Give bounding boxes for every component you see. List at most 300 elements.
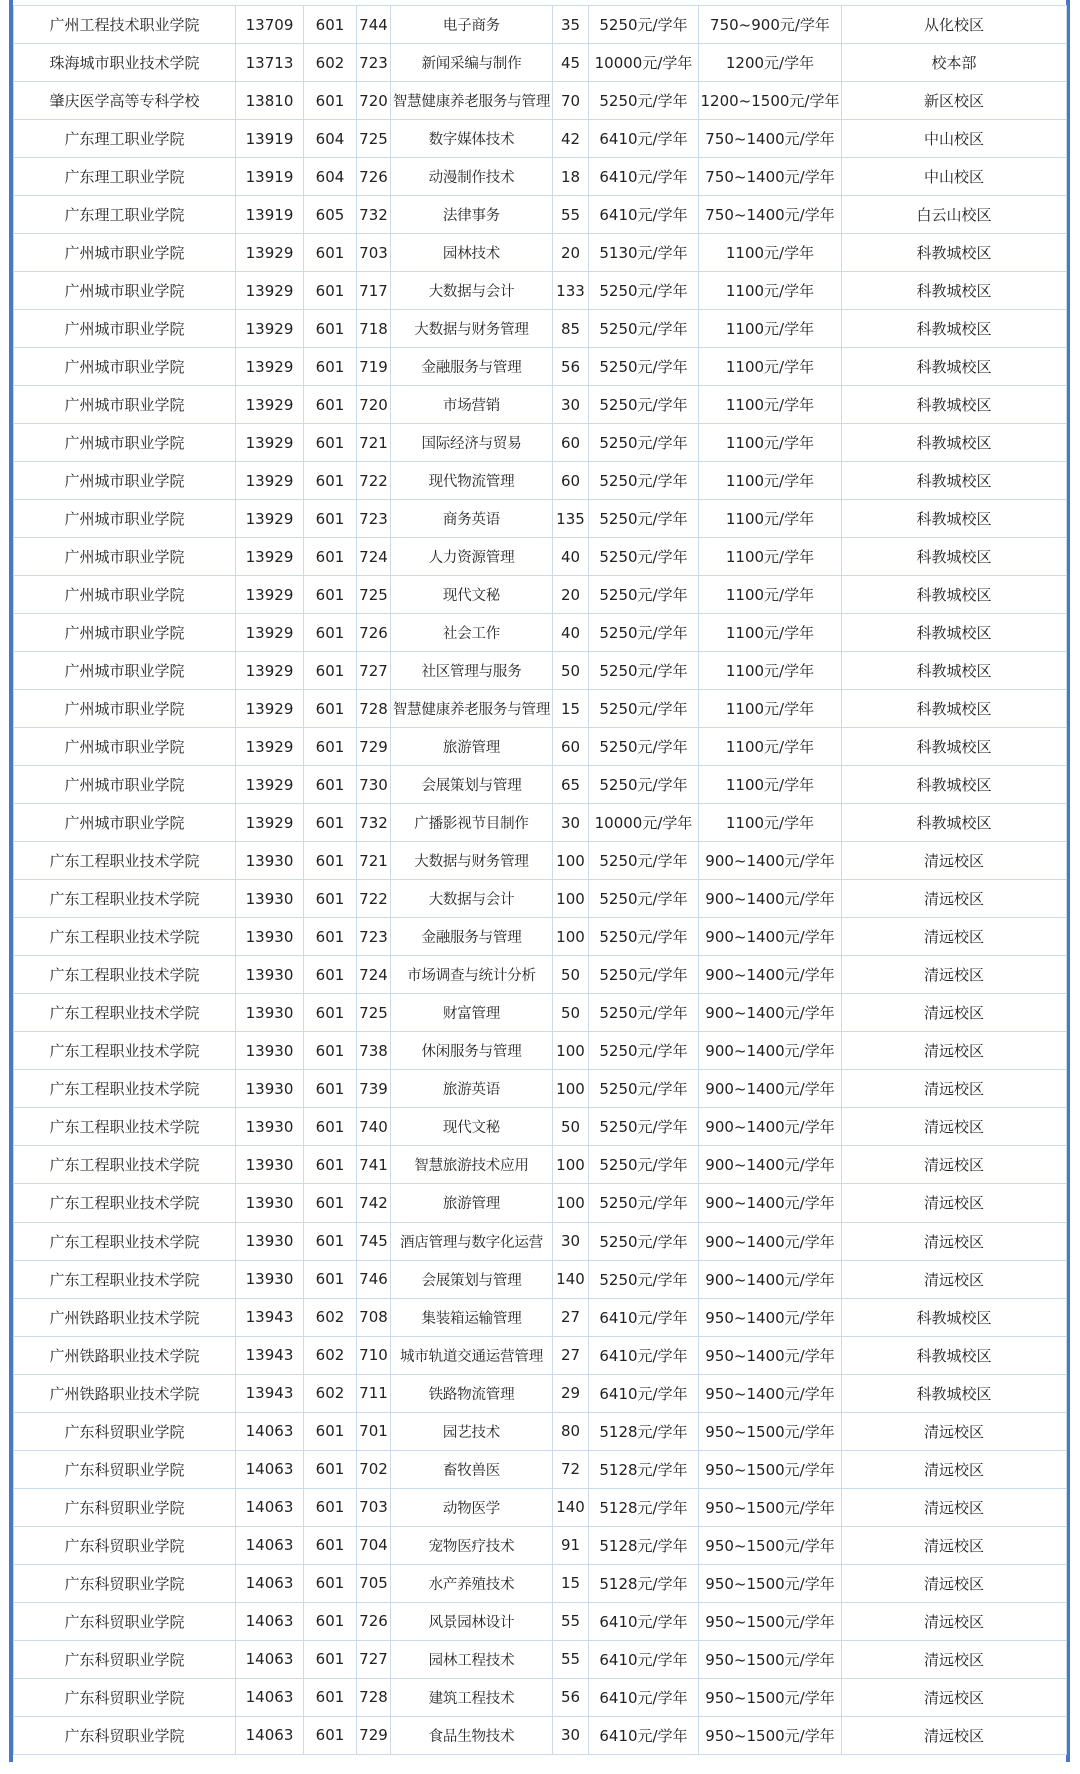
table-row <box>14 1678 1067 1716</box>
school-cell: 广东工程职业技术学院 <box>14 1260 236 1298</box>
table-row <box>14 652 1067 690</box>
tuition-cell: 6410元/学年 <box>589 1602 699 1640</box>
plan-cell: 100 <box>553 1070 589 1108</box>
group-code-cell: 601 <box>304 82 357 120</box>
table-row <box>14 690 1067 728</box>
dorm-fee-cell: 950~1500元/学年 <box>699 1564 842 1602</box>
tuition-cell: 10000元/学年 <box>589 44 699 82</box>
dorm-fee-cell: 950~1500元/学年 <box>699 1640 842 1678</box>
major-name-cell: 动漫制作技术 <box>391 158 553 196</box>
dorm-fee-cell: 1100元/学年 <box>699 348 842 386</box>
tuition-cell: 6410元/学年 <box>589 1678 699 1716</box>
dorm-fee-cell: 950~1500元/学年 <box>699 1412 842 1450</box>
enrollment-table <box>13 5 1067 1755</box>
tuition-cell: 5250元/学年 <box>589 728 699 766</box>
table-row <box>14 1108 1067 1146</box>
campus-cell: 清远校区 <box>842 1678 1067 1716</box>
tuition-cell: 5130元/学年 <box>589 234 699 272</box>
major-code-cell: 739 <box>357 1070 391 1108</box>
plan-cell: 50 <box>553 994 589 1032</box>
major-name-cell: 新闻采编与制作 <box>391 44 553 82</box>
table-row <box>14 1526 1067 1564</box>
dorm-fee-cell: 1100元/学年 <box>699 386 842 424</box>
group-code-cell: 602 <box>304 1298 357 1336</box>
tuition-cell: 5250元/学年 <box>589 348 699 386</box>
major-code-cell: 721 <box>357 842 391 880</box>
tuition-cell: 5250元/学年 <box>589 462 699 500</box>
school-cell: 广州城市职业学院 <box>14 538 236 576</box>
campus-cell: 科教城校区 <box>842 766 1067 804</box>
table-row <box>14 766 1067 804</box>
plan-cell: 20 <box>553 576 589 614</box>
dorm-fee-cell: 900~1400元/学年 <box>699 918 842 956</box>
group-code-cell: 601 <box>304 1526 357 1564</box>
tuition-cell: 5250元/学年 <box>589 272 699 310</box>
group-code-cell: 601 <box>304 1602 357 1640</box>
campus-cell: 科教城校区 <box>842 424 1067 462</box>
school-code-cell: 13930 <box>236 1146 304 1184</box>
group-code-cell: 604 <box>304 120 357 158</box>
major-code-cell: 718 <box>357 310 391 348</box>
dorm-fee-cell: 750~900元/学年 <box>699 6 842 44</box>
dorm-fee-cell: 950~1500元/学年 <box>699 1450 842 1488</box>
school-cell: 广东工程职业技术学院 <box>14 1032 236 1070</box>
school-cell: 广州城市职业学院 <box>14 348 236 386</box>
table-row <box>14 956 1067 994</box>
major-name-cell: 人力资源管理 <box>391 538 553 576</box>
school-code-cell: 13930 <box>236 842 304 880</box>
plan-cell: 50 <box>553 1108 589 1146</box>
group-code-cell: 601 <box>304 956 357 994</box>
group-code-cell: 601 <box>304 310 357 348</box>
major-name-cell: 食品生物技术 <box>391 1716 553 1754</box>
school-cell: 广东科贸职业学院 <box>14 1602 236 1640</box>
group-code-cell: 601 <box>304 234 357 272</box>
group-code-cell: 601 <box>304 1032 357 1070</box>
table-row <box>14 310 1067 348</box>
table-row <box>14 880 1067 918</box>
plan-cell: 135 <box>553 500 589 538</box>
dorm-fee-cell: 900~1400元/学年 <box>699 1222 842 1260</box>
plan-cell: 133 <box>553 272 589 310</box>
table-row <box>14 6 1067 44</box>
campus-cell: 清远校区 <box>842 1488 1067 1526</box>
school-code-cell: 13929 <box>236 652 304 690</box>
dorm-fee-cell: 900~1400元/学年 <box>699 994 842 1032</box>
major-code-cell: 726 <box>357 1602 391 1640</box>
tuition-cell: 5250元/学年 <box>589 1070 699 1108</box>
school-cell: 广州城市职业学院 <box>14 386 236 424</box>
group-code-cell: 601 <box>304 1450 357 1488</box>
school-code-cell: 13929 <box>236 310 304 348</box>
plan-cell: 55 <box>553 1640 589 1678</box>
group-code-cell: 601 <box>304 842 357 880</box>
plan-cell: 85 <box>553 310 589 348</box>
campus-cell: 科教城校区 <box>842 234 1067 272</box>
school-cell: 广东理工职业学院 <box>14 158 236 196</box>
school-code-cell: 13929 <box>236 462 304 500</box>
major-name-cell: 集装箱运输管理 <box>391 1298 553 1336</box>
campus-cell: 科教城校区 <box>842 500 1067 538</box>
school-code-cell: 13709 <box>236 6 304 44</box>
school-code-cell: 14063 <box>236 1640 304 1678</box>
major-code-cell: 701 <box>357 1412 391 1450</box>
group-code-cell: 601 <box>304 1108 357 1146</box>
campus-cell: 清远校区 <box>842 1260 1067 1298</box>
dorm-fee-cell: 1100元/学年 <box>699 462 842 500</box>
plan-cell: 50 <box>553 652 589 690</box>
group-code-cell: 601 <box>304 652 357 690</box>
school-cell: 广东科贸职业学院 <box>14 1488 236 1526</box>
school-code-cell: 13929 <box>236 424 304 462</box>
major-name-cell: 建筑工程技术 <box>391 1678 553 1716</box>
school-cell: 广东科贸职业学院 <box>14 1412 236 1450</box>
major-name-cell: 旅游英语 <box>391 1070 553 1108</box>
major-code-cell: 727 <box>357 652 391 690</box>
major-name-cell: 金融服务与管理 <box>391 918 553 956</box>
table-row <box>14 234 1067 272</box>
campus-cell: 清远校区 <box>842 1450 1067 1488</box>
tuition-cell: 5250元/学年 <box>589 538 699 576</box>
school-cell: 广东工程职业技术学院 <box>14 1146 236 1184</box>
group-code-cell: 601 <box>304 538 357 576</box>
major-name-cell: 智慧健康养老服务与管理 <box>391 690 553 728</box>
tuition-cell: 10000元/学年 <box>589 804 699 842</box>
major-name-cell: 园林技术 <box>391 234 553 272</box>
table-row <box>14 1260 1067 1298</box>
group-code-cell: 601 <box>304 728 357 766</box>
tuition-cell: 5250元/学年 <box>589 576 699 614</box>
group-code-cell: 602 <box>304 44 357 82</box>
major-code-cell: 726 <box>357 158 391 196</box>
school-cell: 广州城市职业学院 <box>14 728 236 766</box>
table-row <box>14 120 1067 158</box>
plan-cell: 20 <box>553 234 589 272</box>
dorm-fee-cell: 1100元/学年 <box>699 804 842 842</box>
major-code-cell: 724 <box>357 956 391 994</box>
school-cell: 广东工程职业技术学院 <box>14 1070 236 1108</box>
dorm-fee-cell: 900~1400元/学年 <box>699 956 842 994</box>
school-code-cell: 13930 <box>236 1032 304 1070</box>
major-code-cell: 738 <box>357 1032 391 1070</box>
table-row <box>14 500 1067 538</box>
major-name-cell: 大数据与财务管理 <box>391 842 553 880</box>
school-code-cell: 13930 <box>236 1108 304 1146</box>
major-name-cell: 旅游管理 <box>391 1184 553 1222</box>
school-code-cell: 13930 <box>236 1184 304 1222</box>
campus-cell: 清远校区 <box>842 1716 1067 1754</box>
group-code-cell: 604 <box>304 158 357 196</box>
school-cell: 广东工程职业技术学院 <box>14 956 236 994</box>
major-code-cell: 745 <box>357 1222 391 1260</box>
campus-cell: 清远校区 <box>842 1108 1067 1146</box>
plan-cell: 140 <box>553 1488 589 1526</box>
dorm-fee-cell: 900~1400元/学年 <box>699 1108 842 1146</box>
dorm-fee-cell: 1100元/学年 <box>699 766 842 804</box>
major-name-cell: 风景园林设计 <box>391 1602 553 1640</box>
school-cell: 广东理工职业学院 <box>14 120 236 158</box>
school-code-cell: 13929 <box>236 500 304 538</box>
plan-cell: 40 <box>553 538 589 576</box>
school-code-cell: 13930 <box>236 918 304 956</box>
major-code-cell: 720 <box>357 82 391 120</box>
school-cell: 广州城市职业学院 <box>14 614 236 652</box>
dorm-fee-cell: 1100元/学年 <box>699 614 842 652</box>
table-row <box>14 614 1067 652</box>
dorm-fee-cell: 1100元/学年 <box>699 310 842 348</box>
dorm-fee-cell: 750~1400元/学年 <box>699 196 842 234</box>
school-code-cell: 13930 <box>236 956 304 994</box>
school-code-cell: 13919 <box>236 120 304 158</box>
school-code-cell: 13929 <box>236 272 304 310</box>
major-code-cell: 729 <box>357 728 391 766</box>
school-code-cell: 13810 <box>236 82 304 120</box>
major-name-cell: 水产养殖技术 <box>391 1564 553 1602</box>
major-name-cell: 园林工程技术 <box>391 1640 553 1678</box>
plan-cell: 15 <box>553 1564 589 1602</box>
dorm-fee-cell: 1200元/学年 <box>699 44 842 82</box>
major-code-cell: 730 <box>357 766 391 804</box>
school-cell: 广州城市职业学院 <box>14 766 236 804</box>
school-code-cell: 14063 <box>236 1450 304 1488</box>
table-row <box>14 538 1067 576</box>
school-cell: 珠海城市职业技术学院 <box>14 44 236 82</box>
dorm-fee-cell: 950~1500元/学年 <box>699 1488 842 1526</box>
major-code-cell: 744 <box>357 6 391 44</box>
plan-cell: 100 <box>553 1184 589 1222</box>
tuition-cell: 5250元/学年 <box>589 1222 699 1260</box>
table-row <box>14 1450 1067 1488</box>
group-code-cell: 601 <box>304 880 357 918</box>
tuition-cell: 6410元/学年 <box>589 1336 699 1374</box>
major-code-cell: 725 <box>357 120 391 158</box>
tuition-cell: 5250元/学年 <box>589 386 699 424</box>
school-code-cell: 14063 <box>236 1412 304 1450</box>
campus-cell: 清远校区 <box>842 1070 1067 1108</box>
tuition-cell: 5128元/学年 <box>589 1488 699 1526</box>
plan-cell: 56 <box>553 348 589 386</box>
plan-cell: 140 <box>553 1260 589 1298</box>
tuition-cell: 6410元/学年 <box>589 1716 699 1754</box>
campus-cell: 清远校区 <box>842 956 1067 994</box>
group-code-cell: 605 <box>304 196 357 234</box>
tuition-cell: 5250元/学年 <box>589 842 699 880</box>
school-code-cell: 13929 <box>236 576 304 614</box>
school-code-cell: 14063 <box>236 1716 304 1754</box>
campus-cell: 科教城校区 <box>842 462 1067 500</box>
group-code-cell: 601 <box>304 1640 357 1678</box>
tuition-cell: 5250元/学年 <box>589 880 699 918</box>
dorm-fee-cell: 950~1500元/学年 <box>699 1602 842 1640</box>
dorm-fee-cell: 750~1400元/学年 <box>699 158 842 196</box>
table-row <box>14 728 1067 766</box>
dorm-fee-cell: 1100元/学年 <box>699 424 842 462</box>
major-name-cell: 电子商务 <box>391 6 553 44</box>
major-code-cell: 746 <box>357 1260 391 1298</box>
plan-cell: 27 <box>553 1336 589 1374</box>
school-cell: 广东科贸职业学院 <box>14 1450 236 1488</box>
school-code-cell: 13929 <box>236 690 304 728</box>
plan-cell: 100 <box>553 918 589 956</box>
dorm-fee-cell: 1100元/学年 <box>699 690 842 728</box>
school-code-cell: 14063 <box>236 1564 304 1602</box>
major-name-cell: 城市轨道交通运营管理 <box>391 1336 553 1374</box>
plan-cell: 42 <box>553 120 589 158</box>
major-name-cell: 现代文秘 <box>391 1108 553 1146</box>
campus-cell: 清远校区 <box>842 994 1067 1032</box>
table-row <box>14 424 1067 462</box>
group-code-cell: 601 <box>304 500 357 538</box>
table-row <box>14 1336 1067 1374</box>
campus-cell: 清远校区 <box>842 1032 1067 1070</box>
group-code-cell: 601 <box>304 994 357 1032</box>
campus-cell: 清远校区 <box>842 1184 1067 1222</box>
table-row <box>14 1298 1067 1336</box>
dorm-fee-cell: 1100元/学年 <box>699 234 842 272</box>
major-code-cell: 732 <box>357 196 391 234</box>
plan-cell: 60 <box>553 728 589 766</box>
group-code-cell: 601 <box>304 690 357 728</box>
campus-cell: 清远校区 <box>842 1526 1067 1564</box>
tuition-cell: 5128元/学年 <box>589 1450 699 1488</box>
plan-cell: 45 <box>553 44 589 82</box>
group-code-cell: 601 <box>304 1146 357 1184</box>
campus-cell: 科教城校区 <box>842 804 1067 842</box>
school-code-cell: 13943 <box>236 1336 304 1374</box>
major-name-cell: 现代物流管理 <box>391 462 553 500</box>
plan-cell: 50 <box>553 956 589 994</box>
school-cell: 肇庆医学高等专科学校 <box>14 82 236 120</box>
school-cell: 广东工程职业技术学院 <box>14 842 236 880</box>
table-row <box>14 994 1067 1032</box>
tuition-cell: 6410元/学年 <box>589 120 699 158</box>
dorm-fee-cell: 900~1400元/学年 <box>699 1032 842 1070</box>
dorm-fee-cell: 950~1400元/学年 <box>699 1374 842 1412</box>
major-name-cell: 商务英语 <box>391 500 553 538</box>
group-code-cell: 602 <box>304 1336 357 1374</box>
plan-cell: 55 <box>553 196 589 234</box>
campus-cell: 中山校区 <box>842 120 1067 158</box>
major-code-cell: 726 <box>357 614 391 652</box>
major-name-cell: 现代文秘 <box>391 576 553 614</box>
tuition-cell: 6410元/学年 <box>589 196 699 234</box>
group-code-cell: 601 <box>304 576 357 614</box>
major-name-cell: 市场营销 <box>391 386 553 424</box>
campus-cell: 科教城校区 <box>842 538 1067 576</box>
school-code-cell: 13929 <box>236 728 304 766</box>
major-name-cell: 智慧旅游技术应用 <box>391 1146 553 1184</box>
group-code-cell: 601 <box>304 424 357 462</box>
major-name-cell: 广播影视节目制作 <box>391 804 553 842</box>
school-cell: 广州铁路职业技术学院 <box>14 1298 236 1336</box>
school-cell: 广东工程职业技术学院 <box>14 994 236 1032</box>
group-code-cell: 601 <box>304 614 357 652</box>
tuition-cell: 5250元/学年 <box>589 614 699 652</box>
tuition-cell: 5250元/学年 <box>589 690 699 728</box>
major-code-cell: 725 <box>357 994 391 1032</box>
major-code-cell: 724 <box>357 538 391 576</box>
table-row <box>14 1184 1067 1222</box>
table-row <box>14 1488 1067 1526</box>
tuition-cell: 5250元/学年 <box>589 500 699 538</box>
dorm-fee-cell: 1100元/学年 <box>699 500 842 538</box>
tuition-cell: 6410元/学年 <box>589 158 699 196</box>
school-code-cell: 13930 <box>236 994 304 1032</box>
dorm-fee-cell: 1100元/学年 <box>699 576 842 614</box>
table-body <box>14 6 1067 1755</box>
plan-cell: 29 <box>553 1374 589 1412</box>
school-cell: 广东科贸职业学院 <box>14 1564 236 1602</box>
major-code-cell: 725 <box>357 576 391 614</box>
dorm-fee-cell: 950~1400元/学年 <box>699 1298 842 1336</box>
school-code-cell: 14063 <box>236 1602 304 1640</box>
table-row <box>14 158 1067 196</box>
campus-cell: 科教城校区 <box>842 652 1067 690</box>
table-row <box>14 918 1067 956</box>
school-cell: 广州城市职业学院 <box>14 690 236 728</box>
table-row <box>14 1032 1067 1070</box>
school-code-cell: 13929 <box>236 348 304 386</box>
plan-cell: 56 <box>553 1678 589 1716</box>
campus-cell: 科教城校区 <box>842 386 1067 424</box>
plan-cell: 100 <box>553 1032 589 1070</box>
major-code-cell: 703 <box>357 1488 391 1526</box>
major-code-cell: 723 <box>357 918 391 956</box>
campus-cell: 科教城校区 <box>842 576 1067 614</box>
major-name-cell: 市场调查与统计分析 <box>391 956 553 994</box>
campus-cell: 清远校区 <box>842 918 1067 956</box>
school-code-cell: 13943 <box>236 1374 304 1412</box>
school-cell: 广东工程职业技术学院 <box>14 918 236 956</box>
school-code-cell: 13713 <box>236 44 304 82</box>
plan-cell: 30 <box>553 1716 589 1754</box>
plan-cell: 27 <box>553 1298 589 1336</box>
school-cell: 广州城市职业学院 <box>14 272 236 310</box>
school-code-cell: 14063 <box>236 1526 304 1564</box>
campus-cell: 科教城校区 <box>842 1336 1067 1374</box>
major-code-cell: 723 <box>357 500 391 538</box>
table-row <box>14 82 1067 120</box>
school-cell: 广州城市职业学院 <box>14 652 236 690</box>
major-code-cell: 727 <box>357 1640 391 1678</box>
tuition-cell: 5250元/学年 <box>589 766 699 804</box>
school-cell: 广州工程技术职业学院 <box>14 6 236 44</box>
tuition-cell: 5250元/学年 <box>589 1032 699 1070</box>
school-code-cell: 13929 <box>236 804 304 842</box>
tuition-cell: 5250元/学年 <box>589 6 699 44</box>
tuition-cell: 5250元/学年 <box>589 1184 699 1222</box>
school-cell: 广州城市职业学院 <box>14 462 236 500</box>
major-name-cell: 酒店管理与数字化运营 <box>391 1222 553 1260</box>
major-code-cell: 705 <box>357 1564 391 1602</box>
major-name-cell: 铁路物流管理 <box>391 1374 553 1412</box>
tuition-cell: 5250元/学年 <box>589 1108 699 1146</box>
campus-cell: 清远校区 <box>842 842 1067 880</box>
school-cell: 广东理工职业学院 <box>14 196 236 234</box>
dorm-fee-cell: 950~1500元/学年 <box>699 1678 842 1716</box>
major-name-cell: 旅游管理 <box>391 728 553 766</box>
dorm-fee-cell: 750~1400元/学年 <box>699 120 842 158</box>
plan-cell: 18 <box>553 158 589 196</box>
tuition-cell: 5250元/学年 <box>589 424 699 462</box>
table-row <box>14 1374 1067 1412</box>
plan-cell: 15 <box>553 690 589 728</box>
group-code-cell: 601 <box>304 1716 357 1754</box>
plan-cell: 91 <box>553 1526 589 1564</box>
school-code-cell: 13929 <box>236 766 304 804</box>
campus-cell: 科教城校区 <box>842 310 1067 348</box>
plan-cell: 72 <box>553 1450 589 1488</box>
